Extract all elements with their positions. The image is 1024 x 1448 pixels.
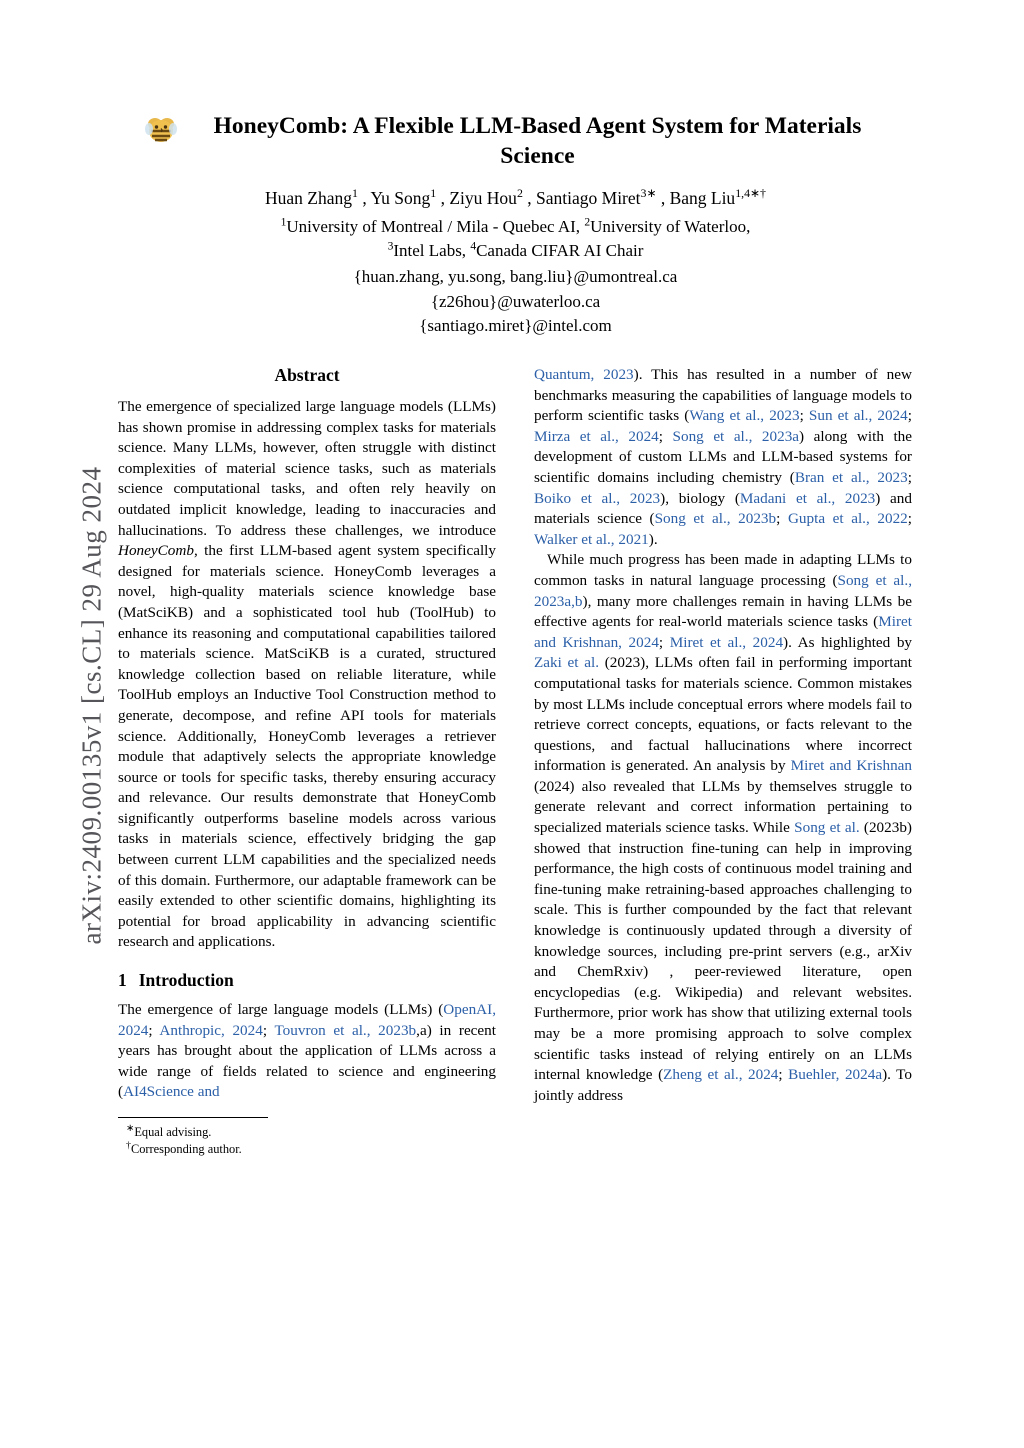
footnote-2: †Corresponding author. — [126, 1140, 242, 1157]
right-column — [534, 365, 912, 1159]
left-column — [118, 365, 496, 1159]
right2-text-e: (2023), LLMs often fail in performing important computational tasks for materials science. Common mistakes by most LLMs include conceptual errors where models fail to retrieve correct concepts, equations, or facts relevant to the questions, and factual hallucinations where incorrect information is generated. An analysis by — [534, 654, 912, 775]
right-text-a: ). This has resulted in a number of new benchmarks measuring the capabilities of language models to perform scientific tasks ( — [534, 366, 912, 425]
right2-text-b: ), many more challenges remain in having LLMs be effective agents for real-world materials science tasks ( — [534, 592, 912, 631]
right2-text-i: ). To jointly address — [534, 1066, 912, 1104]
footnote-1-text: Equal advising. — [134, 1125, 212, 1140]
right-text-d: ; — [658, 427, 673, 445]
author-3: Ziyu Hou$^2$ — [449, 186, 523, 209]
citation-wang-2023[interactable]: Wang et al., 2023 — [689, 407, 800, 425]
author-1: Huan Zhang$^1$ — [265, 186, 358, 209]
right-text-h: ) and materials science ( — [534, 489, 912, 528]
citation-openai-2024[interactable]: OpenAI, 2024 — [118, 1001, 496, 1039]
right-text-j: ; — [907, 510, 912, 528]
section-number: 1 — [118, 970, 127, 991]
two-column-body — [118, 365, 913, 1159]
abstract-heading: Abstract — [274, 365, 340, 386]
right2-text-a: While much progress has been made in adapting LLMs to common tasks in natural language processing ( — [534, 551, 912, 589]
author-list: Huan Zhang$^1$ , Yu Song$^1$ , Ziyu Hou$^2$ , Santiago Miret$^{3∗}$ , Bang Liu$^{1,4∗\dagger}$ — [265, 186, 766, 209]
footnote-1: ∗Equal advising. — [126, 1122, 212, 1140]
affiliation-line-1: $^1$University of Montreal / Mila - Quebec AI, $^2$University of Waterloo, — [280, 215, 751, 236]
affiliations — [118, 215, 913, 263]
intro-text-a: The emergence of large language models (LLMs) ( — [118, 1001, 444, 1019]
citation-walker-2021[interactable]: Walker et al., 2021 — [534, 530, 649, 548]
citation-zheng-2024[interactable]: Zheng et al., 2024 — [663, 1066, 779, 1084]
right2-text-f: (2024) also revealed that LLMs by themselves struggle to generate relevant and correct information pertaining to specialized materials science tasks. While — [534, 777, 912, 837]
right2-text-g: (2023b) showed that instruction fine-tuning can help in improving performance, the high costs of continuous model training and fine-tuning make retraining-based approaches challenging to scale. This is further compounded by the fact that relevant knowledge is continuously updated through a diversity of knowledge sources, including pre-print servers (e.g., arXiv and ChemRxiv) , peer-reviewed literature, open encyclopedias (e.g. Wikipedia) and relevant websites. Furthermore, prior work has show that utilizing external tools may be a more promising approach to solve complex scientific tasks instead of relying entirely on an LLMs internal knowledge ( — [534, 819, 912, 1084]
right-text-c: ; — [907, 407, 912, 425]
right2-text-d: ). As highlighted by — [783, 633, 913, 651]
citation-bran-2023[interactable]: Bran et al., 2023 — [794, 468, 908, 486]
right2-text-c: ; — [658, 633, 670, 651]
author-4: Santiago Miret$^{3∗}$ — [536, 186, 657, 209]
citation-miret-2024[interactable]: Miret et al., 2024 — [669, 633, 784, 651]
citation-anthropic-2024[interactable]: Anthropic, 2024 — [159, 1021, 263, 1039]
citation-miret-krishnan-2024[interactable]: Miret and Krishnan, 2024 — [534, 613, 912, 651]
intro-text-c: ; — [262, 1021, 275, 1039]
email-line-1: {huan.zhang, yu.song, bang.liu}@umontreal.ca — [353, 267, 678, 287]
email-line-3: {santiago.miret}@intel.com — [419, 316, 612, 336]
citation-madani-2023[interactable]: Madani et al., 2023 — [739, 489, 876, 507]
paper-content — [118, 112, 913, 1159]
right-text-f: ; — [907, 468, 912, 486]
bee-icon — [144, 115, 178, 149]
footnote-2-text: Corresponding author. — [130, 1142, 242, 1157]
right-text-i: ; — [776, 510, 788, 528]
citation-song-2023a[interactable]: Song et al., 2023a — [672, 427, 800, 445]
arxiv-stamp: arXiv:2409.00135v1 [cs.CL] 29 Aug 2024 — [76, 466, 107, 945]
abstract-text: The emergence of specialized large language models (LLMs) has shown promise in addressing complex tasks for materials science. Many LLMs, however, often struggle with distinct complexities of material science tasks, such as materials science computational tasks, and often rely heavily on outdated implicit knowledge, leading to inaccuracies and hallucinations. To address these challenges, we introduce HoneyComb, the first LLM-based agent system specifically designed for materials science. HoneyComb leverages a novel, high-quality materials science knowledge base (MatSciKB) and a sophisticated tool hub (ToolHub) to enhance its reasoning and computational capabilities tailored to materials science. MatSciKB is a curated, structured knowledge collection based on reliable literature, while ToolHub employs an Inductive Tool Construction method to generate, decompose, and refine API tools for materials science. Additionally, HoneyComb leverages a retriever module that adaptively selects the appropriate knowledge source or tools for specific tasks, thereby ensuring accuracy and relevance. Our results demonstrate that HoneyComb significantly outperforms baseline models across various tasks in materials science, effectively bridging the gap between current LLM capabilities and the specialized needs of this domain. Furthermore, our adaptable framework can be easily extended to other scientific domains, highlighting its potential for broad applicability in advancing scientific research and applications. — [118, 398, 496, 951]
email-line-2: {z26hou}@uwaterloo.ca — [430, 291, 601, 311]
intro-text-b: ; — [148, 1021, 160, 1039]
affiliation-line-2: $^3$Intel Labs, $^4$Canada CIFAR AI Chair — [387, 239, 644, 260]
footnote-divider — [118, 1117, 268, 1118]
section-title: Introduction — [138, 970, 234, 991]
section-heading-introduction — [118, 970, 496, 991]
citation-mirza-2024[interactable]: Mirza et al., 2024 — [534, 427, 659, 445]
citation-ai4science-quantum-2023[interactable]: Quantum, 2023 — [534, 366, 634, 384]
citation-gupta-2022[interactable]: Gupta et al., 2022 — [787, 510, 908, 528]
right-paragraph-1 — [534, 365, 912, 550]
page-title: HoneyComb: A Flexible LLM-Based Agent System for Materials Science — [213, 113, 862, 169]
intro-paragraph-1 — [118, 1000, 496, 1103]
right2-text-h: ; — [778, 1066, 789, 1084]
right-text-b: ; — [799, 407, 809, 425]
author-5: Bang Liu$^{1,4∗\dagger}$ — [669, 186, 766, 209]
right-text-e: ) along with the development of custom LLMs and LLM-based systems for scientific domains including chemistry ( — [534, 427, 913, 486]
citation-touvron-2023b[interactable]: Touvron et al., 2023b — [274, 1021, 417, 1039]
citation-song-2023b[interactable]: Song et al., 2023b — [654, 510, 777, 528]
right-paragraph-2 — [534, 550, 912, 1106]
right-text-g: ), biology ( — [660, 489, 740, 507]
emails — [118, 265, 913, 339]
author-2: Yu Song$^1$ — [370, 186, 437, 209]
right-text-k: ). — [648, 530, 658, 548]
citation-boiko-2023[interactable]: Boiko et al., 2023 — [534, 489, 661, 507]
citation-zaki-2023[interactable]: Zaki et al. — [534, 654, 600, 672]
intro-text-d: ,a) in recent years has brought about the application of LLMs across a wide range of fields related to science and engineering ( — [118, 1021, 496, 1101]
citation-song-et-al[interactable]: Song et al. — [794, 819, 860, 837]
title-block — [118, 112, 913, 171]
citation-song-2023ab[interactable]: Song et al., 2023a,b — [534, 571, 912, 610]
citation-ai4science[interactable]: AI4Science and — [123, 1083, 220, 1101]
citation-buehler-2024a[interactable]: Buehler, 2024a — [788, 1066, 883, 1084]
citation-sun-2024[interactable]: Sun et al., 2024 — [808, 407, 908, 425]
citation-miret-krishnan[interactable]: Miret and Krishnan — [790, 757, 912, 775]
